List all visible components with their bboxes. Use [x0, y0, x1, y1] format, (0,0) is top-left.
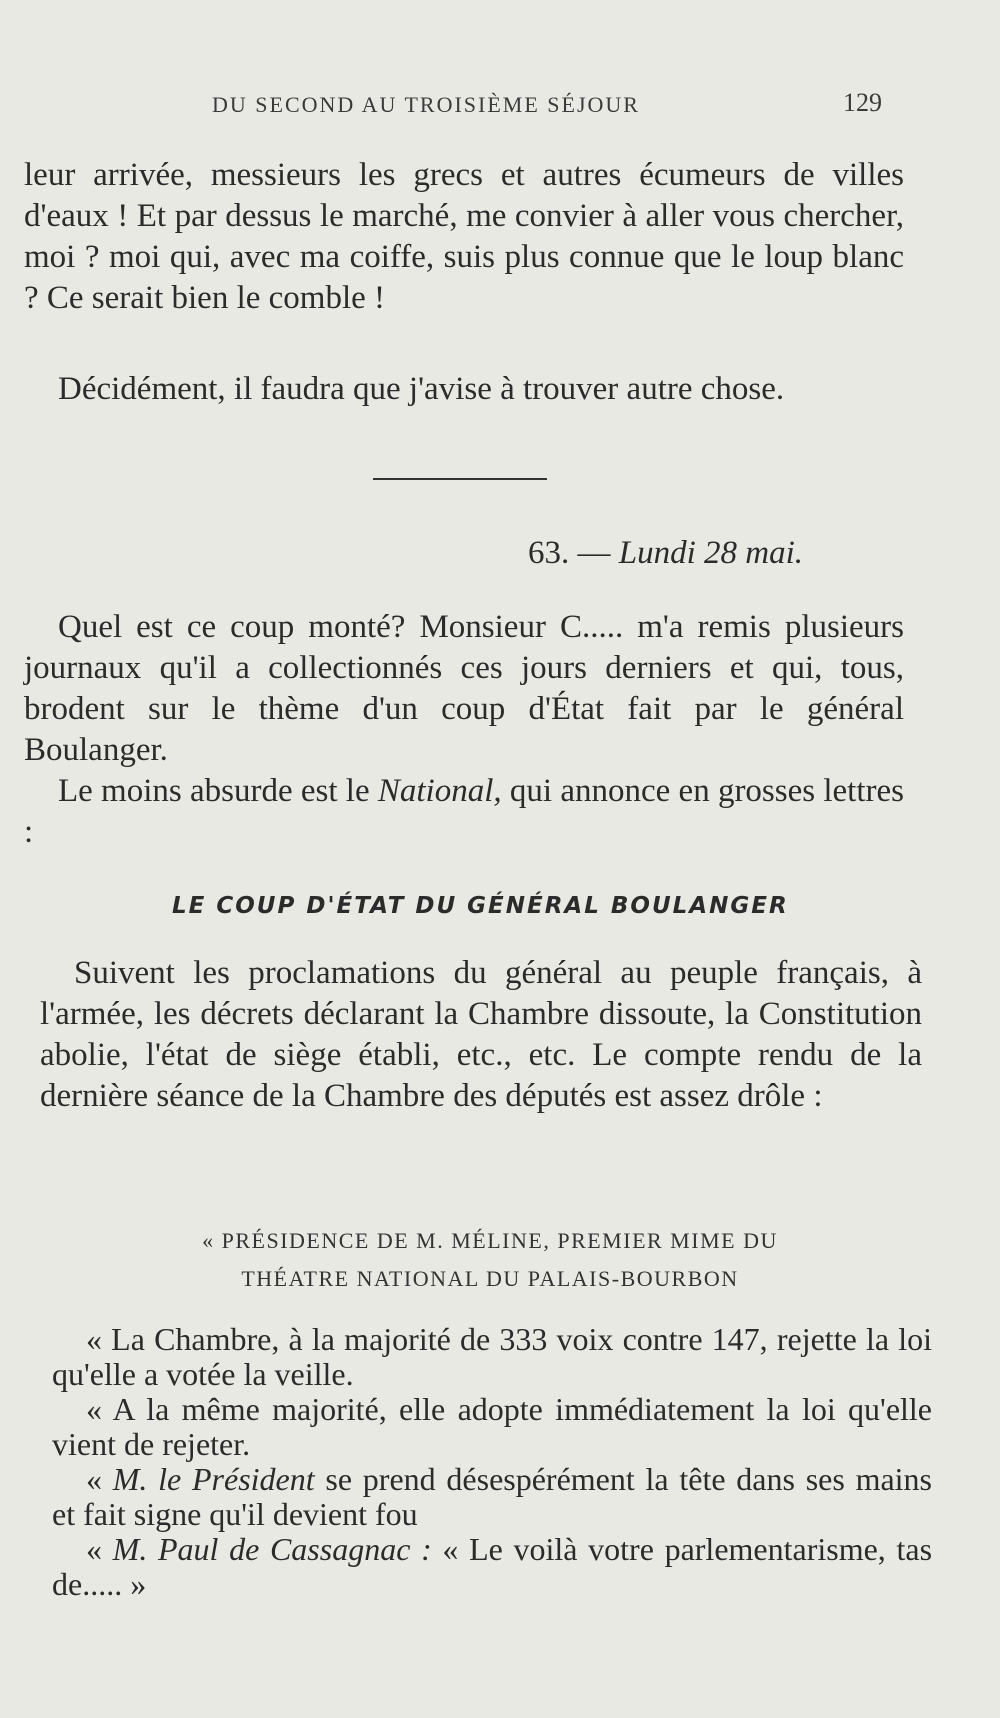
- quote-paragraph-1: « La Chambre, à la majorité de 333 voix contre 147, rejette la loi qu'elle a votée la veille.: [52, 1321, 932, 1392]
- entry-date: Lundi 28 mai.: [618, 535, 804, 571]
- quote-heading-line-1: « PRÉSIDENCE DE M. MÉLINE, PREMIER MIME DU: [202, 1228, 778, 1253]
- paragraph-3: Quel est ce coup monté? Monsieur C..... m'a remis plusieurs journaux qu'il a collectionnés ces jours derniers et qui, tous, brodent sur le thème d'un coup d'État fait par le général Boulanger.: [24, 609, 904, 768]
- newspaper-title: National,: [377, 773, 502, 809]
- quote-paragraph-4: [52, 1532, 932, 1602]
- paragraph-4: [24, 771, 904, 853]
- quote-3-speaker: M. le Président: [112, 1461, 315, 1497]
- quote-3-open: «: [86, 1461, 102, 1497]
- paragraph-5: Suivent les proclamations du général au peuple français, à l'armée, les décrets déclarant la Chambre dissoute, la Constitution abolie, l'état de siège établi, etc., etc. Le compte rendu de la dernière séance de la Chambre des députés est assez drôle :: [40, 955, 922, 1114]
- running-title: DU SECOND AU TROISIÈME SÉJOUR: [212, 92, 640, 117]
- quote-3-text: se prend désespérément la tête dans ses mains et fait signe qu'il devient fou: [52, 1461, 932, 1532]
- paragraph-4-lead: Le moins absurde est le: [58, 773, 370, 809]
- quote-4-speaker: M. Paul de Cassagnac :: [112, 1531, 432, 1567]
- quote-paragraph-2: « A la même majorité, elle adopte immédiatement la loi qu'elle vient de rejeter.: [52, 1391, 932, 1462]
- quote-4-open: «: [86, 1531, 102, 1567]
- paragraph-4-tail: qui annonce en grosses lettres :: [24, 773, 904, 850]
- section-divider: [373, 478, 547, 480]
- quote-heading-line-2: THÉATRE NATIONAL DU PALAIS-BOURBON: [241, 1266, 739, 1291]
- quote-4-text: « Le voilà votre parlementarisme, tas de..... »: [52, 1531, 933, 1602]
- quote-heading: [60, 1222, 920, 1298]
- newspaper-headline: LE COUP D'ÉTAT DU GÉNÉRAL BOULANGER: [172, 893, 789, 919]
- paragraph-1: leur arrivée, messieurs les grecs et autres écumeurs de villes d'eaux ! Et par dessus le marché, me convier à aller vous chercher, moi ? moi qui, avec ma coiffe, suis plus connue que le loup blanc ? Ce serait bien le comble !: [24, 157, 904, 316]
- quote-paragraph-3: [52, 1462, 932, 1532]
- page-number: 129: [843, 88, 882, 117]
- paragraph-2: Décidément, il faudra que j'avise à trouver autre chose.: [58, 371, 785, 407]
- entry-number: 63. —: [528, 535, 611, 571]
- entry-heading: [528, 535, 803, 572]
